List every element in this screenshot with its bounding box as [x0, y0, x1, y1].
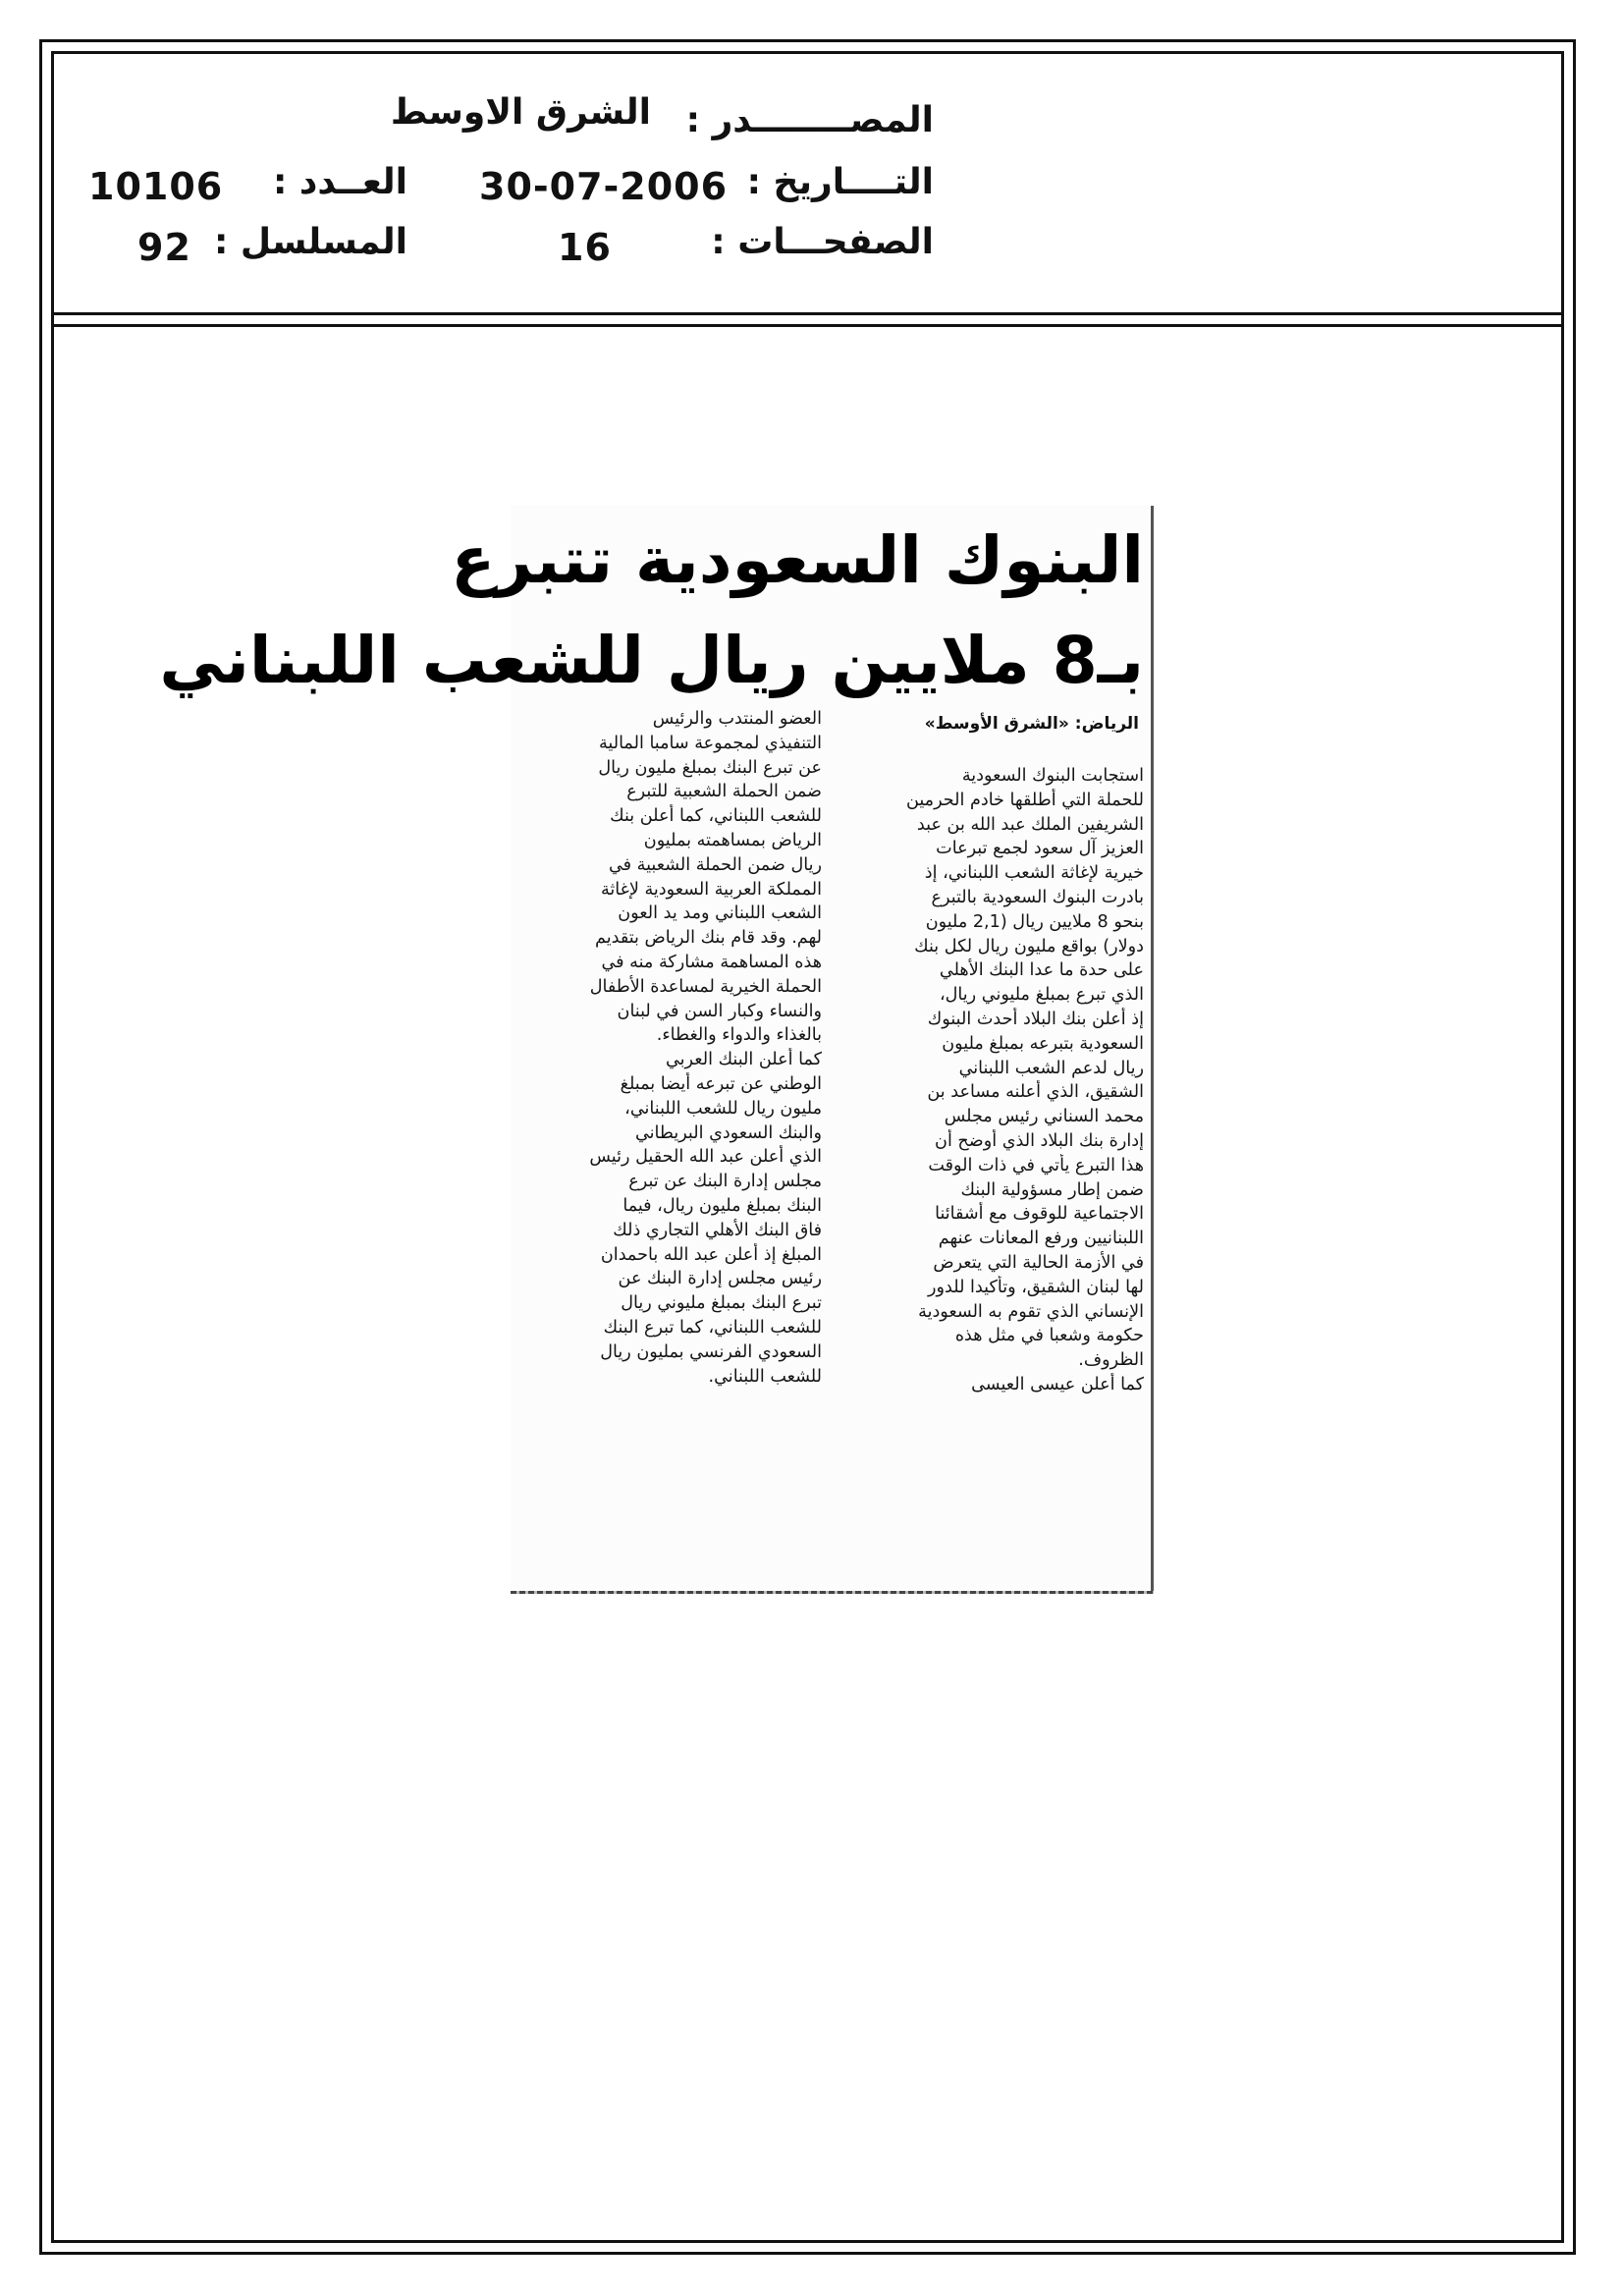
article-line: خيرية لإغاثة الشعب اللبناني، إذ [924, 863, 1144, 884]
issue-label: العــدد : [273, 162, 407, 202]
article-line: البنك بمبلغ مليون ريال، فيما [622, 1195, 822, 1216]
article-line: استجابت البنوك السعودية [961, 766, 1144, 786]
date-value: 30-07-2006 [479, 165, 729, 208]
article-line: لها لبنان الشقيق، وتأكيدا للدور [928, 1277, 1144, 1297]
article-line: الرياض بمساهمته بمليون [643, 830, 822, 850]
article-line: الذي تبرع بمبلغ مليوني ريال، [939, 985, 1144, 1006]
article-line: والنساء وكبار السن في لبنان [617, 1001, 822, 1021]
article-line: للشعب اللبناني، كما تبرع البنك [603, 1317, 822, 1338]
article-line: للشعب اللبناني. [708, 1366, 822, 1387]
article-line: الإنساني الذي تقوم به السعودية [918, 1301, 1144, 1322]
article-line: للشعب اللبناني، كما أعلن بنك [610, 806, 822, 827]
article-line: حكومة وشعبا في مثل هذه [954, 1326, 1144, 1346]
article-line: السعودية بتبرعه بمبلغ مليون [942, 1033, 1144, 1054]
article-line: اللبنانيين ورفع المعانات عنهم [938, 1229, 1144, 1249]
pages-value: 16 [558, 226, 612, 269]
article-column-right [837, 764, 1144, 1397]
article-line: على حدة ما عدا البنك الأهلي [939, 960, 1144, 981]
article-line: عن تبرع البنك بمبلغ مليون ريال [598, 757, 822, 778]
article-line: لهم. وقد قام بنك الرياض بتقديم [594, 928, 822, 949]
article-column-left [522, 707, 822, 1389]
article-line: بادرت البنوك السعودية بالتبرع [931, 887, 1144, 907]
article-line: المبلغ إذ أعلن عبد الله باحمدان [600, 1244, 822, 1265]
article-line: الوطني عن تبرعه أيضا بمبلغ [620, 1073, 822, 1094]
article-line: محمد السناني رئيس مجلس [944, 1107, 1144, 1127]
article-line: العزيز آل سعود لجمع تبرعات [936, 839, 1144, 859]
headline-line-2: بـ8 ملايين ريال للشعب اللبناني [159, 623, 1144, 698]
article-line: كما أعلن عيسى العيسى [971, 1374, 1144, 1394]
article-line: الشعب اللبناني ومد يد العون [618, 903, 822, 924]
header-divider-inner [51, 324, 1564, 327]
article-dateline: الرياض: «الشرق الأوسط» [924, 714, 1139, 734]
article-line: بالغذاء والدواء والغطاء. [656, 1025, 822, 1046]
article-line: السعودي الفرنسي بمليون ريال [600, 1341, 822, 1362]
source-label: المصــــــــدر : [685, 100, 934, 140]
article-line: إدارة بنك البلاد الذي أوضح أن [935, 1130, 1144, 1151]
article-line: والبنك السعودي البريطاني [634, 1122, 822, 1143]
headline-line-1: البنوك السعودية تتبرع [451, 522, 1144, 598]
article-line: في الأزمة الحالية التي يتعرض [933, 1252, 1144, 1273]
article-line: مجلس إدارة البنك عن تبرع [628, 1172, 822, 1192]
article-line: التنفيذي لمجموعة سامبا المالية [598, 733, 822, 753]
article-line: المملكة العربية السعودية لإغاثة [600, 879, 822, 900]
article-line: هذا التبرع يأتي في ذات الوقت [928, 1155, 1144, 1175]
serial-label: المسلسل : [213, 222, 407, 262]
issue-value: 10106 [88, 165, 224, 208]
article-line: مليون ريال للشعب اللبناني، [624, 1098, 822, 1119]
date-label: التــــاريخ : [746, 162, 934, 202]
article-line: الشريفين الملك عبد الله بن عبد [916, 814, 1144, 835]
article-line: ريال لدعم الشعب اللبناني [958, 1058, 1144, 1078]
article-line: كما أعلن البنك العربي [666, 1050, 822, 1070]
header-divider [51, 312, 1564, 315]
article-line: الاجتماعية للوقوف مع أشقائنا [935, 1204, 1144, 1225]
article-line: للحملة التي أطلقها خادم الحرمين [905, 790, 1144, 810]
article-line: ريال ضمن الحملة الشعبية في [608, 854, 822, 875]
serial-value: 92 [137, 226, 191, 269]
source-value: الشرق الاوسط [390, 92, 651, 133]
article-line: ضمن إطار مسؤولية البنك [960, 1179, 1144, 1200]
article-line: إذ أعلن بنك البلاد أحدث البنوك [927, 1009, 1144, 1029]
clipping-bottom-edge [511, 1591, 1154, 1594]
article-line: بنحو 8 ملايين ريال (2,1 مليون [925, 911, 1144, 932]
article-line: هذه المساهمة مشاركة منه في [601, 952, 822, 972]
article-line: العضو المنتدب والرئيس [652, 709, 822, 729]
article-line: رئيس مجلس إدارة البنك عن [618, 1269, 822, 1289]
article-line: تبرع البنك بمبلغ مليوني ريال [621, 1293, 822, 1314]
article-line: الذي أعلن عبد الله الحقيل رئيس [589, 1147, 822, 1168]
article-line: الظروف. [1078, 1350, 1144, 1371]
article-line: دولار) بواقع مليون ريال لكل بنك [914, 936, 1144, 957]
pages-label: الصفحـــات : [711, 222, 934, 262]
article-line: ضمن الحملة الشعبية للتبرع [626, 782, 822, 802]
article-line: الحملة الخيرية لمساعدة الأطفال [589, 976, 822, 997]
article-line: فاق البنك الأهلي التجاري ذلك [613, 1220, 822, 1240]
clipping-rule [1151, 506, 1154, 1594]
article-line: الشقيق، الذي أعلنه مساعد بن [927, 1082, 1144, 1103]
